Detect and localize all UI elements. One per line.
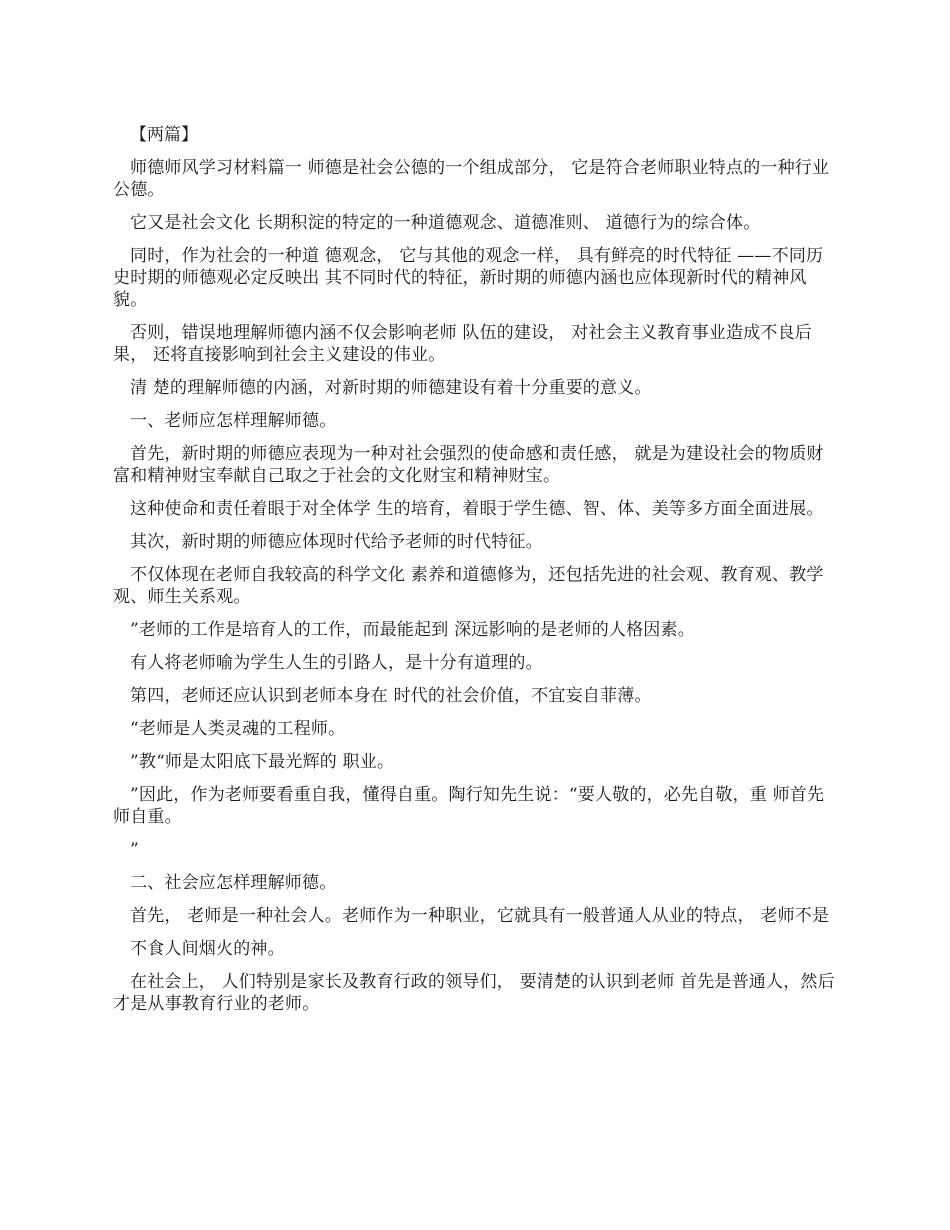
- paragraph: 其次，新时期的师德应体现时代给予老师的时代特征。: [130, 532, 543, 552]
- paragraph: 不食人间烟火的神。: [130, 939, 285, 959]
- paragraph: 首先， 老师是一种社会人。老师作为一种职业，它就具有一般普通人从业的特点， 老师不是: [130, 906, 830, 926]
- paragraph: “老师是人类灵魂的工程师。: [130, 719, 346, 739]
- paragraph: 师德师风学习材料篇一 师德是社会公德的一个组成部分， 它是符合老师职业特点的一种行业公德。: [113, 158, 830, 200]
- paragraph: 同时，作为社会的一种道 德观念， 它与其他的观念一样， 具有鲜亮的时代特征 ——不同历史时期的师德观必定反映出 其不同时代的特征，新时期的师德内涵也应体现新时代的精神风貌。: [113, 246, 824, 310]
- document-body: [113, 124, 835, 1026]
- paragraph: 这种使命和责任着眼于对全体学 生的培育，着眼于学生德、智、体、美等多方面全面进展。: [130, 499, 824, 519]
- paragraph: 一、老师应怎样理解师德。: [130, 411, 337, 431]
- paragraph: ”老师的工作是培育人的工作，而最能起到 深远影响的是老师的人格因素。: [130, 620, 695, 640]
- paragraph-list: [113, 157, 835, 1015]
- paragraph: 否则，错误地理解师德内涵不仅会影响老师 队伍的建设， 对社会主义教育事业造成不良后果， 还将直接影响到社会主义建设的伟业。: [113, 323, 813, 365]
- paragraph: 有人将老师喻为学生人生的引路人，是十分有道理的。: [130, 653, 543, 673]
- paragraph: 二、社会应怎样理解师德。: [130, 873, 337, 893]
- paragraph: 第四，老师还应认识到老师本身在 时代的社会价值，不宜妄自菲薄。: [130, 686, 652, 706]
- paragraph: 清 楚的理解师德的内涵，对新时期的师德建设有着十分重要的意义。: [130, 378, 652, 398]
- paragraph: 不仅体现在老师自我较高的科学文化 素养和道德修为，还包括先进的社会观、教育观、教学观、师生关系观。: [113, 565, 824, 607]
- paragraph: 首先，新时期的师德应表现为一种对社会强烈的使命感和责任感， 就是为建设社会的物质财 富和精神财宝奉献自己取之于社会的文化财宝和精神财宝。: [113, 444, 824, 486]
- document-heading: 【两篇】: [130, 125, 198, 145]
- paragraph: ”因此，作为老师要看重自我，懂得自重。陶行知先生说：“要人敬的，必先自敬，重 师首先师自重。: [113, 785, 825, 827]
- paragraph: 它又是社会文化 长期积淀的特定的一种道德观念、道德准则、 道德行为的综合体。: [130, 213, 761, 233]
- paragraph: 在社会上， 人们特别是家长及教育行政的领导们， 要清楚的认识到老师 首先是普通人，然后才是从事教育行业的老师。: [113, 972, 835, 1014]
- paragraph: ”教“师是太阳底下最光辉的 职业。: [130, 752, 395, 772]
- paragraph: ”: [130, 840, 139, 860]
